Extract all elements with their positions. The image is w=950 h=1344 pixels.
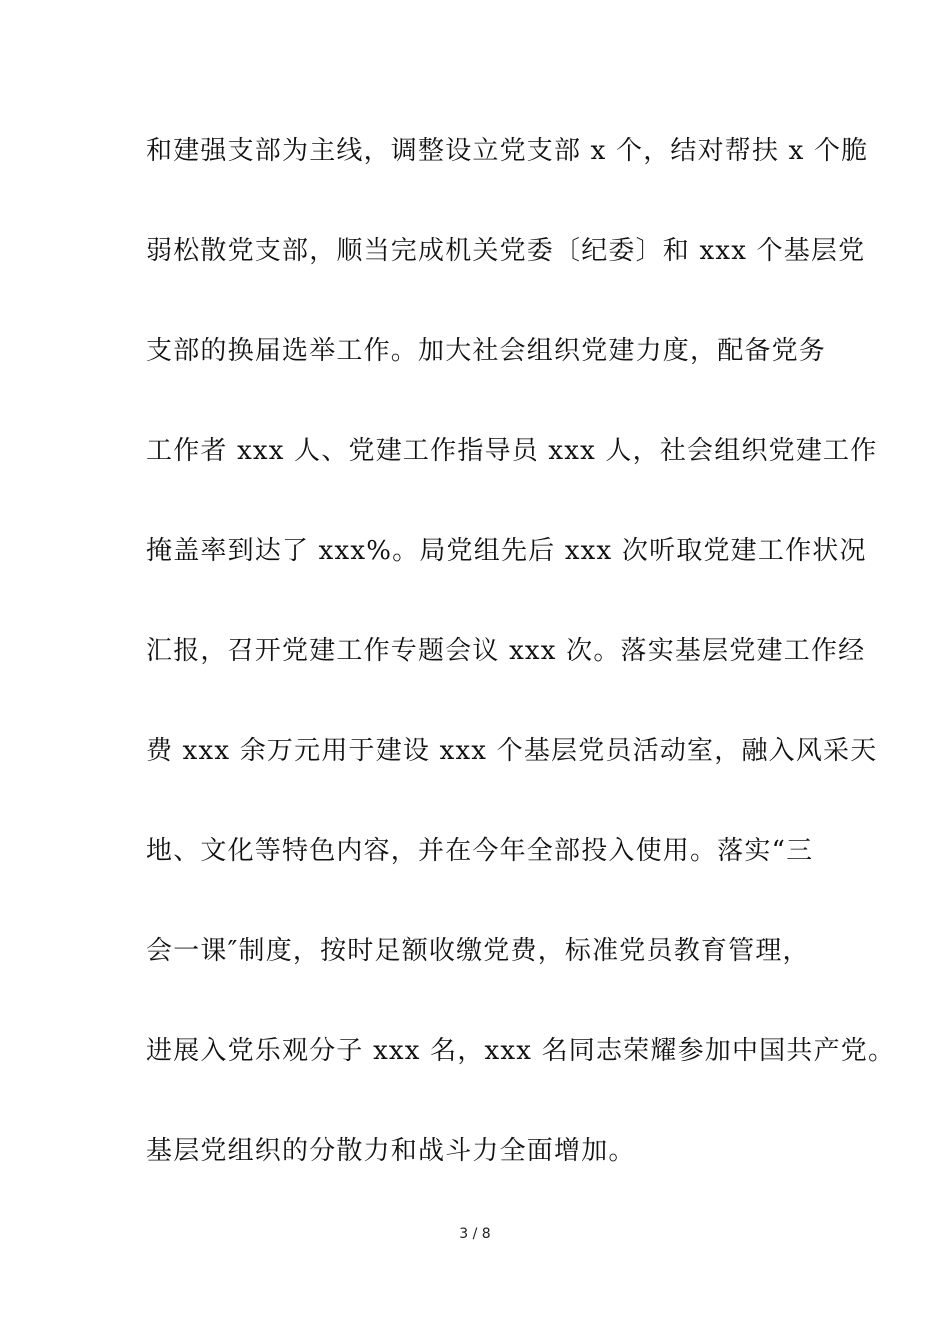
paragraph-line-9: 会一课″制度，按时足额收缴党费，标准党员教育管理， [146, 936, 810, 966]
paragraph-line-1: 和建强支部为主线，调整设立党支部 x 个，结对帮扶 x 个脆 [146, 136, 869, 166]
paragraph-line-10: 进展入党乐观分子 xxx 名，xxx 名同志荣耀参加中国共产党。 [146, 1036, 896, 1066]
paragraph-line-11: 基层党组织的分散力和战斗力全面增加。 [146, 1136, 636, 1166]
paragraph-line-2: 弱松散党支部，顺当完成机关党委〔纪委〕和 xxx 个基层党 [146, 236, 866, 266]
paragraph-line-3: 支部的换届选举工作。加大社会组织党建力度，配备党务 [146, 336, 827, 366]
paragraph-line-8: 地、文化等特色内容，并在今年全部投入使用。落实“三 [146, 836, 814, 866]
paragraph-line-6: 汇报，召开党建工作专题会议 xxx 次。落实基层党建工作经 [146, 636, 866, 666]
paragraph-line-4: 工作者 xxx 人、党建工作指导员 xxx 人，社会组织党建工作 [146, 436, 878, 466]
paragraph-line-7: 费 xxx 余万元用于建设 xxx 个基层党员活动室，融入风采天 [146, 736, 878, 766]
body-paragraph [146, 126, 896, 1226]
paragraph-line-5: 掩盖率到达了 xxx%。局党组先后 xxx 次听取党建工作状况 [146, 536, 867, 566]
page-number: 3 / 8 [459, 1226, 491, 1242]
